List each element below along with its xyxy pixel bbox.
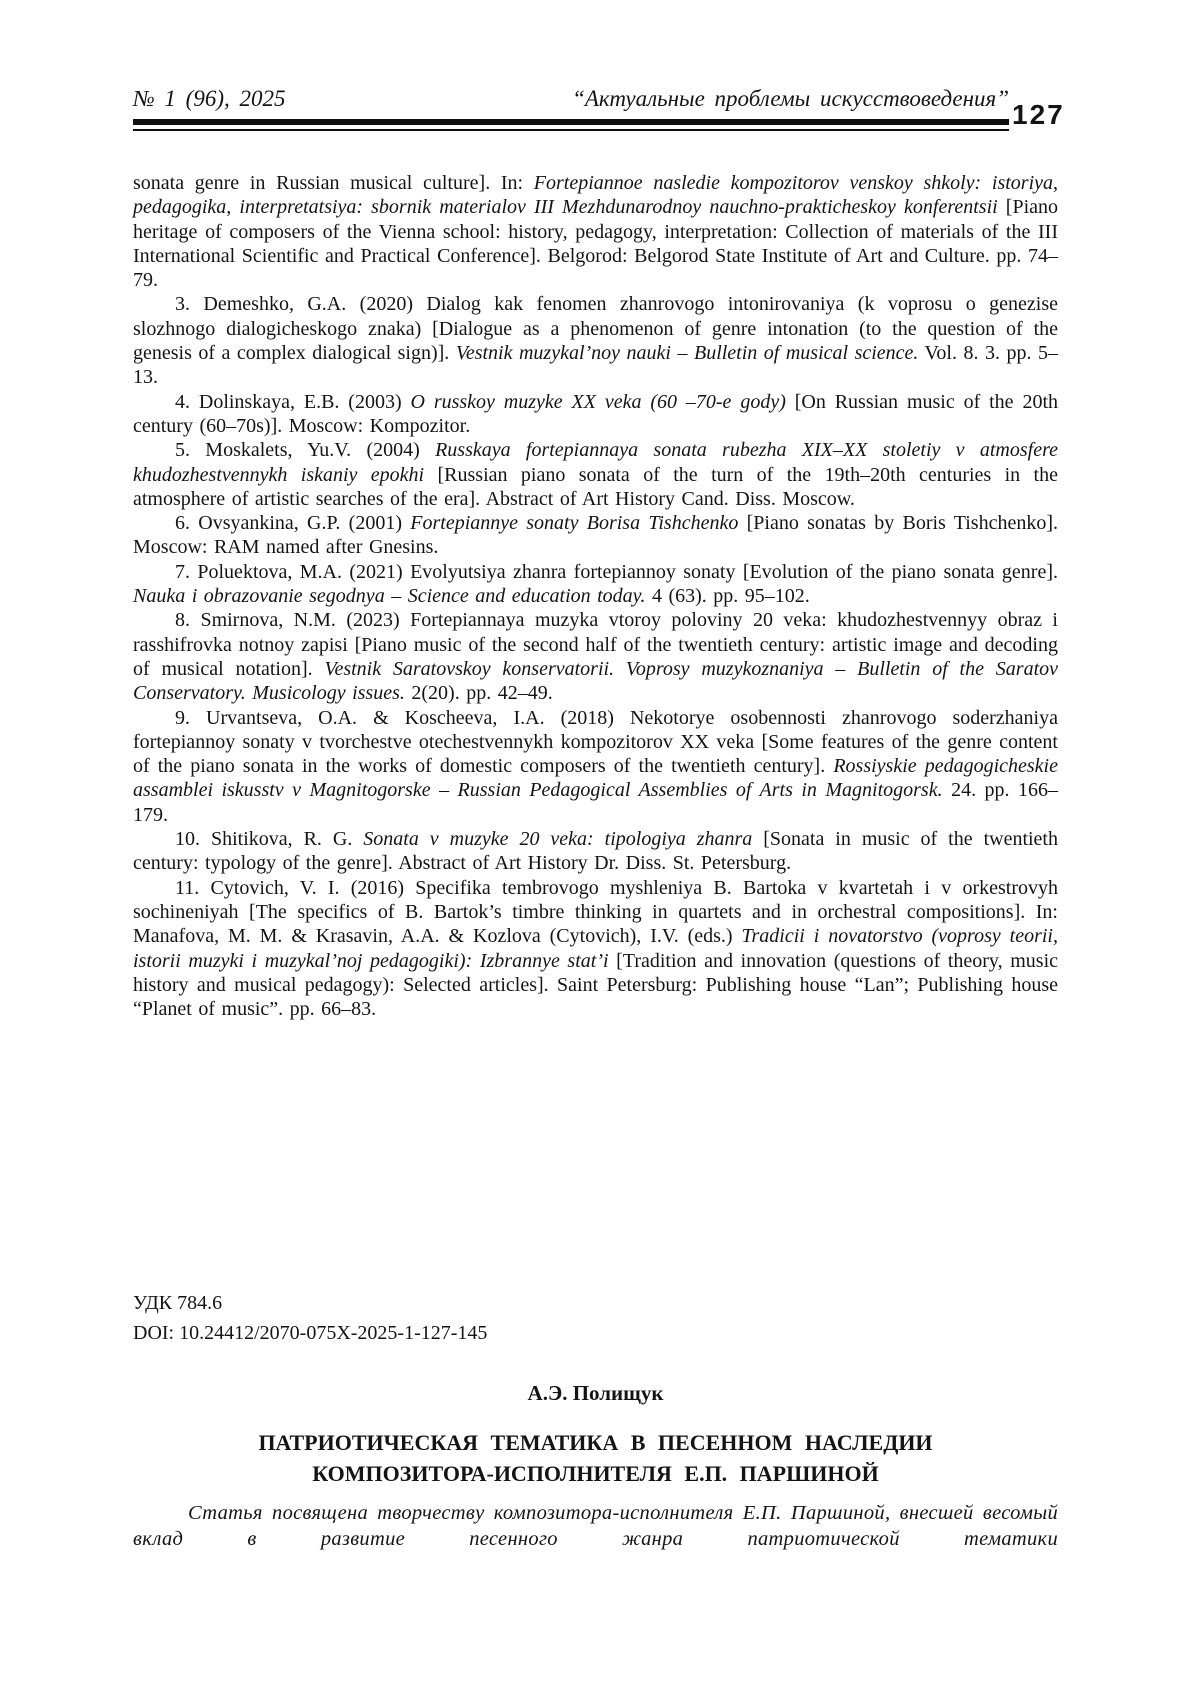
issue-info: № 1 (96), 2025 bbox=[133, 86, 286, 111]
article-meta bbox=[133, 1288, 487, 1348]
page-number: 127 bbox=[1012, 99, 1065, 130]
running-header bbox=[133, 86, 1009, 112]
journal-title: “Актуальные проблемы искусствоведения” bbox=[572, 86, 1009, 111]
reference-item-4: 4. Dolinskaya, E.B. (2003) O russkoy muzyke XX veka (60 –70-e gody) [On Russian music of the 20th century (60–70s)]. Moscow: Kompozitor. bbox=[133, 390, 1058, 437]
article-title bbox=[133, 1427, 1058, 1489]
article-title-line-2: КОМПОЗИТОРА-ИСПОЛНИТЕЛЯ Е.П. ПАРШИНОЙ bbox=[312, 1461, 879, 1486]
reference-item-3: 3. Demeshko, G.A. (2020) Dialog kak fenomen zhanrovogo intonirovaniya (k voprosu o genezise slozhnogo dialogicheskogo znaka) [Dialogue as a phenomenon of genre intonation (to the question of the genesis of a complex dialogical sign)]. Vestnik muzykal’noy nauki – Bulletin of musical science. Vol. 8. 3. pp. 5–13. bbox=[133, 293, 1058, 389]
reference-item-7: 7. Poluektova, M.A. (2021) Evolyutsiya zhanra fortepiannoy sonaty [Evolution of the piano sonata genre]. Nauka i obrazovanie segodnya – Science and education today. 4 (63). pp. 95–102. bbox=[133, 560, 1058, 608]
doi-code: DOI: 10.24412/2070-075X-2025-1-127-145 bbox=[133, 1322, 488, 1344]
reference-item-10: 10. Shitikova, R. G. Sonata v muzyke 20 veka: tipologiya zhanra [Sonata in music of the twentieth century: typology of the genre]. Abstract of Art History Dr. Diss. St. Petersburg. bbox=[133, 828, 1058, 875]
reference-continuation: sonata genre in Russian musical culture]. In: Fortepiannoe nasledie kompozitorov venskoy shkoly: istoriya, pedagogika, interpretatsiya: sbornik materialov III Mezhdunarodnoy nauchno-prakticheskoy konferentsii [Piano heritage of composers of the Vienna school: history, pedagogy, interpretation: Collection of materials of the III International Scientific and Practical Conference]. Belgorod: Belgorod State Institute of Art and Culture. pp. 74–79. bbox=[133, 172, 1059, 292]
article-abstract: Статья посвящена творчеству композитора-исполнителя Е.П. Паршиной, внесшей весомый вклад в развитие песенного жанра патриотической тематики bbox=[133, 1502, 1058, 1550]
references-list bbox=[133, 171, 1058, 1021]
article-title-line-1: ПАТРИОТИЧЕСКАЯ ТЕМАТИКА В ПЕСЕННОМ НАСЛЕДИИ bbox=[258, 1430, 933, 1455]
reference-item-5: 5. Moskalets, Yu.V. (2004) Russkaya fortepiannaya sonata rubezha XIX–XX stoletiy v atmosfere khudozhestvennykh iskaniy epokhi [Russian piano sonata of the turn of the 19th–20th centuries in the atmosphere of artistic searches of the era]. Abstract of Art History Cand. Diss. Moscow. bbox=[133, 439, 1058, 510]
reference-item-6: 6. Ovsyankina, G.P. (2001) Fortepiannye sonaty Borisa Tishchenko [Piano sonatas by Boris Tishchenko]. Moscow: RAM named after Gnesins. bbox=[133, 512, 1058, 559]
reference-item-8: 8. Smirnova, N.M. (2023) Fortepiannaya muzyka vtoroy poloviny 20 veka: khudozhestvennyy obraz i rasshifrovka notnoy zapisi [Piano music of the second half of the twentieth century: artistic image and decoding of musical notation]. Vestnik Saratovskoy konservatorii. Voprosy muzykoznaniya – Bulletin of the Saratov Conservatory. Musicology issues. 2(20). pp. 42–49. bbox=[133, 609, 1058, 705]
header-rule-thick bbox=[133, 119, 1009, 125]
header-rule-thin bbox=[133, 129, 1009, 131]
udk-code: УДК 784.6 bbox=[133, 1292, 223, 1314]
reference-item-11: 11. Cytovich, V. I. (2016) Specifika tembrovogo myshleniya B. Bartoka v kvartetah i v orkestrovyh sochineniyah [The specifics of B. Bartok’s timbre thinking in quartets and in orchestral compositions]. In: Manafova, M. M. & Krasavin, A.A. & Kozlova (Cytovich), I.V. (eds.) Tradicii i novatorstvo (voprosy teorii, istorii muzyki i muzykal’noj pedagogiki): Izbrannye stat’i [Tradition and innovation (questions of theory, music history and musical pedagogy): Selected articles]. Saint Petersburg: Publishing house “Lan”; Publishing house “Planet of music”. pp. 66–83. bbox=[133, 876, 1059, 1021]
reference-item-9: 9. Urvantseva, O.A. & Koscheeva, I.A. (2018) Nekotorye osobennosti zhanrovogo soderzhaniya fortepiannoy sonaty v tvorchestve otechestvennykh kompozitorov XX veka [Some features of the genre content of the piano sonata in the works of domestic composers of the twentieth century]. Rossiyskie pedagogicheskie assamblei iskusstv v Magnitogorske – Russian Pedagogical Assemblies of Arts in Magnitogorsk. 24. pp. 166–179. bbox=[133, 706, 1058, 826]
article-author: А.Э. Полищук bbox=[527, 1381, 664, 1405]
